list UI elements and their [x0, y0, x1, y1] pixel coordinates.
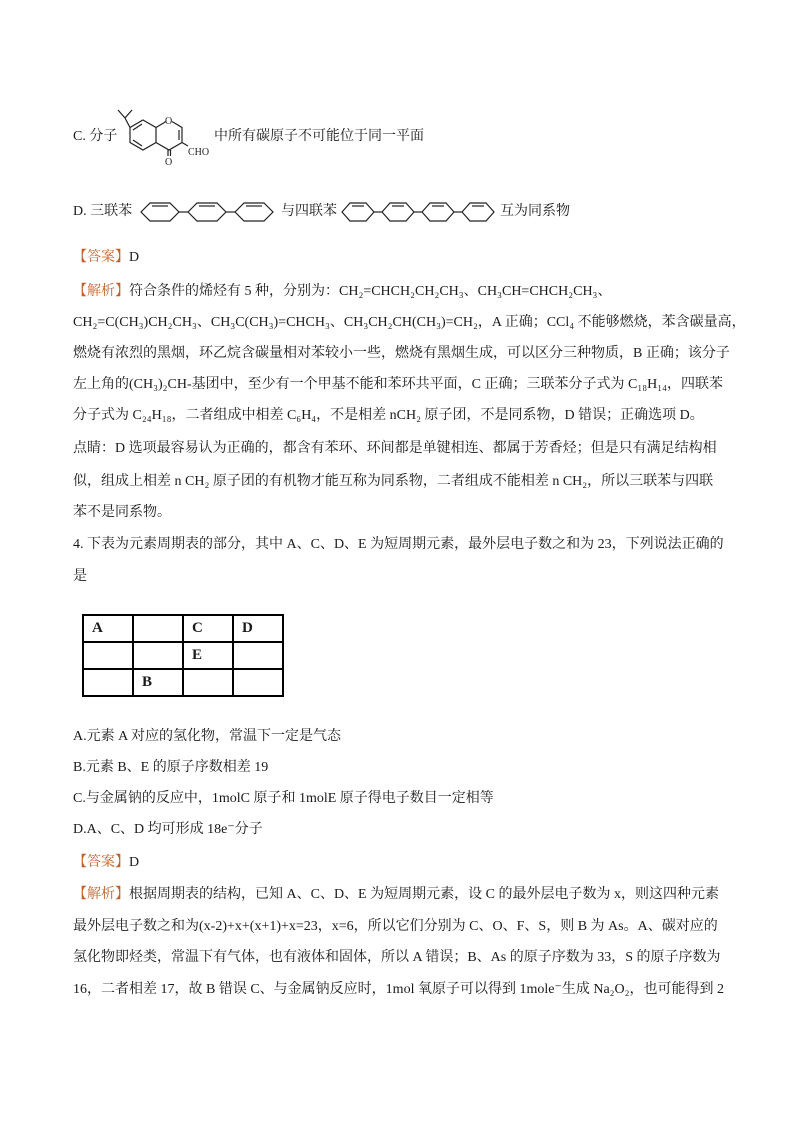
option-d-prefix: D. 三联苯: [73, 204, 133, 219]
note-line: 点睛：D 选项最容易认为正确的，都含有苯环、环间都是单键相连、都属于芳香烃；但是只有满足结构相: [73, 441, 717, 456]
periodic-table-fragment: [82, 614, 284, 697]
aldehyde-bond: [182, 143, 188, 147]
answer-4: [73, 853, 139, 873]
table-cell: D: [233, 615, 283, 642]
table-cell: [133, 615, 183, 642]
table-cell: [83, 642, 133, 669]
option-d: D.A、C、D 均可形成 18e⁻分子: [73, 822, 263, 837]
analysis-tag: 【解析】: [73, 887, 129, 902]
terphenyl-structure: [134, 198, 280, 226]
analysis-3-line: [73, 282, 611, 302]
answer-tag: 【答案】: [73, 250, 129, 265]
analysis-4-line: [73, 885, 719, 905]
answer-value: D: [129, 855, 140, 870]
table-cell: [233, 669, 283, 696]
analysis-3-line: 燃烧有浓烈的黑烟，环乙烷含碳量相对苯较小一些，燃烧有黑烟生成，可以区分三种物质，B 正确；该分子: [73, 346, 730, 361]
carbonyl-oxygen-label: O: [165, 157, 173, 168]
analysis-4-line: 最外层电子数之和为(x-2)+x+(x+1)+x=23，x=6，所以它们分别为 C、O、F、S，则 B 为 As。A、碳对应的: [73, 919, 718, 934]
answer-tag: 【答案】: [73, 855, 129, 870]
note-line: 似，组成上相差 n CH₂ 原子团的有机物才能互称为同系物，二者组成不能相差 n CH₂，所以三联苯与四联: [73, 474, 714, 489]
question-4-stem: 4. 下表为元素周期表的部分，其中 A、C、D、E 为短周期元素，最外层电子数之和为 23，下列说法正确的: [73, 537, 724, 552]
isopropyl-bond: [125, 118, 130, 128]
aldehyde-label: CHO: [188, 147, 210, 158]
chromone-structure: [116, 100, 216, 168]
table-cell: [133, 642, 183, 669]
option-c-suffix: 中所有碳原子不可能位于同一平面: [214, 129, 424, 144]
analysis-4-line: 氢化物即烃类，常温下有气体，也有液体和固体，所以 A 错误；B、As 的原子序数为 33，S 的原子序数为: [73, 950, 721, 965]
isopropyl-bond: [118, 110, 125, 118]
table-cell: B: [133, 669, 183, 696]
analysis-tag: 【解析】: [73, 284, 129, 299]
table-row: [83, 615, 283, 642]
benzene-ring: [130, 120, 156, 150]
table-row: [83, 642, 283, 669]
analysis-text: 根据周期表的结构，已知 A、C、D、E 为短周期元素，设 C 的最外层电子数为 x，则这四种元素: [129, 887, 719, 902]
option-a: A.元素 A 对应的氢化物，常温下一定是气态: [73, 729, 341, 744]
option-d-middle: 与四联苯: [281, 204, 337, 219]
ring-oxygen-label: O: [165, 116, 173, 127]
table-cell: [233, 642, 283, 669]
option-b: B.元素 B、E 的原子序数相差 19: [73, 760, 269, 775]
isopropyl-bond: [125, 110, 132, 118]
note-line: 苯不是同系物。: [73, 505, 171, 520]
table-cell: C: [183, 615, 233, 642]
table-row: [83, 669, 283, 696]
table-cell: [183, 669, 233, 696]
answer-value: D: [129, 250, 140, 265]
question-4-stem: 是: [73, 569, 87, 584]
option-c-prefix: C. 分子: [73, 129, 118, 144]
analysis-3-line: 分子式为 C₂₄H₁₈，二者组成中相差 C₆H₄，不是相差 nCH₂ 原子团，不是同系物，D 错误；正确选项 D。: [73, 408, 704, 423]
analysis-3-line: 左上角的(CH₃)₂CH-基团中，至少有一个甲基不能和苯环共平面，C 正确；三联苯分子式为 C₁₈H₁₄，四联苯: [73, 377, 723, 392]
answer-3: [73, 248, 139, 268]
quaterphenyl-structure: [338, 198, 498, 226]
table-cell: A: [83, 615, 133, 642]
analysis-3-line: CH₂=C(CH₃)CH₂CH₃、CH₃C(CH₃)=CHCH₃、CH₃CH₂CH(CH₃)=CH₂，A 正确；CCl₄ 不能够燃烧，苯含碳量高，: [73, 315, 746, 330]
analysis-text: 符合条件的烯烃有 5 种，分别为：CH₂=CHCH₂CH₂CH₃、CH₃CH=CHCH₂CH₃、: [129, 284, 612, 299]
table-cell: [83, 669, 133, 696]
option-d-suffix: 互为同系物: [500, 204, 570, 219]
option-c: C.与金属钠的反应中，1molC 原子和 1molE 原子得电子数目一定相等: [73, 791, 494, 806]
analysis-4-line: 16，二者相差 17，故 B 错误 C、与金属钠反应时，1mol 氧原子可以得到 1mole⁻生成 Na₂O₂，也可能得到 2: [73, 982, 725, 997]
table-cell: E: [183, 642, 233, 669]
